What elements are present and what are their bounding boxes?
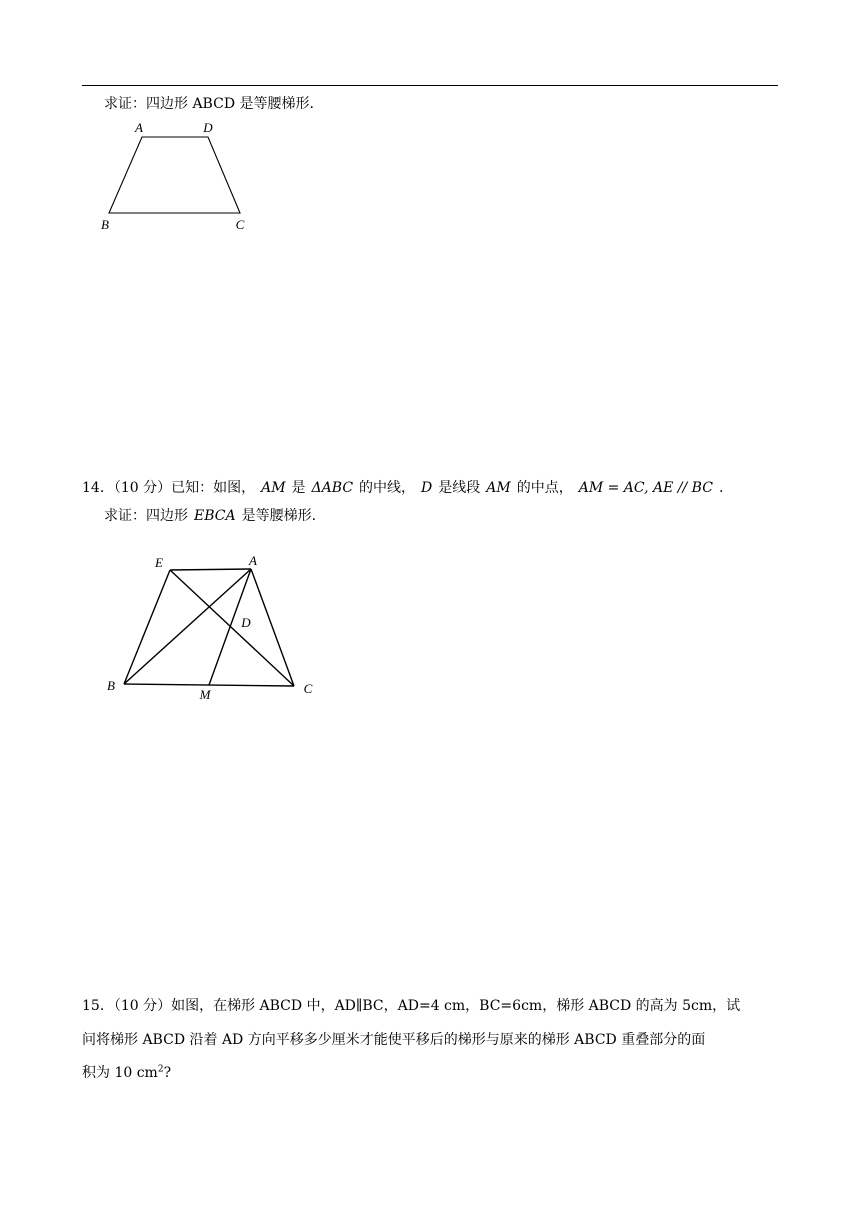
- q14-d: D: [421, 480, 433, 496]
- label-b2: B: [107, 678, 115, 693]
- header-rule: [82, 85, 778, 86]
- q15-superscript: 2: [157, 1064, 164, 1075]
- q14-score: （10 分）: [113, 480, 172, 496]
- q14-quad: EBCA: [194, 508, 236, 524]
- q14-am-1: AM: [261, 480, 286, 496]
- label-c2: C: [303, 681, 313, 696]
- q14-prove-suffix: 是等腰梯形.: [241, 508, 317, 524]
- label-a: A: [135, 120, 143, 135]
- q14-segment: 是线段: [438, 480, 481, 496]
- label-d2: D: [241, 615, 251, 630]
- q15-line-3: [82, 1063, 171, 1083]
- q14-midpoint: 的中点，: [516, 480, 573, 496]
- q14-given-prefix: 已知：如图，: [171, 480, 256, 496]
- trapezoid-abcd: [109, 137, 240, 213]
- q15-line-3-prefix: 积为 10 cm: [82, 1065, 158, 1081]
- label-e: E: [155, 555, 163, 570]
- trapezoid-figure-2: [96, 548, 336, 708]
- label-m: M: [199, 687, 211, 702]
- label-a2: A: [249, 553, 257, 568]
- segment-ac: [251, 569, 294, 686]
- q14-am-2: AM: [486, 480, 511, 496]
- q14-triangle: ΔABC: [311, 480, 354, 496]
- label-b: B: [101, 217, 109, 232]
- q15-line-3-suffix: ?: [163, 1065, 172, 1081]
- trapezoid-figure-1: [96, 118, 256, 238]
- q14-given-line: [82, 478, 723, 498]
- q13-prove-text: 求证：四边形 ABCD 是等腰梯形.: [104, 96, 314, 112]
- q14-prove-prefix: 求证：四边形: [104, 508, 188, 524]
- label-c: C: [235, 217, 245, 232]
- q14-prove-line: [104, 506, 316, 526]
- q14-median: 的中线，: [359, 480, 416, 496]
- label-d: D: [203, 120, 213, 135]
- segment-eb: [124, 570, 170, 684]
- segment-ea: [170, 569, 251, 570]
- q15-line-1: 15．（10 分）如图，在梯形 ABCD 中，AD∥BC，AD=4 cm，BC=6cm，梯形 ABCD 的高为 5cm，试: [82, 998, 741, 1014]
- q15-line-2: 问将梯形 ABCD 沿着 AD 方向平移多少厘米才能使平移后的梯形与原来的梯形 ABCD 重叠部分的面: [82, 1032, 706, 1048]
- q14-number: 14．: [82, 480, 114, 496]
- q14-period: .: [718, 480, 724, 496]
- q14-is: 是: [291, 480, 306, 496]
- q14-condition: AM = AC, AE // BC: [578, 480, 713, 496]
- segment-ec: [170, 570, 294, 686]
